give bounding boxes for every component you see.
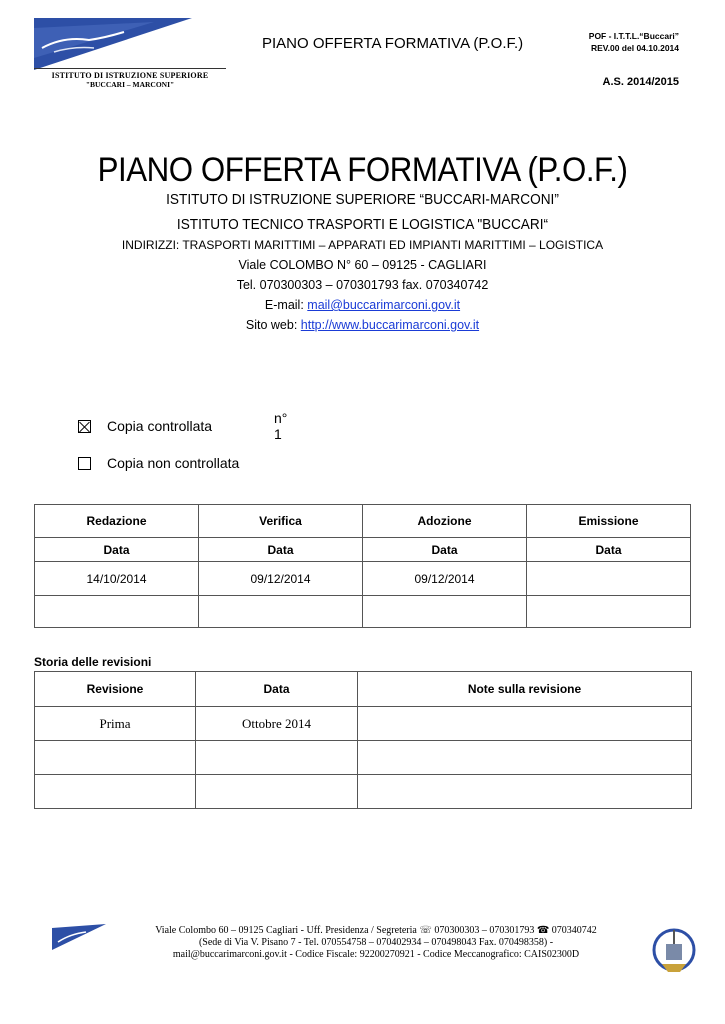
empty-cell (35, 741, 196, 775)
header-adozione: Adozione (363, 505, 527, 538)
header-doc-info (589, 30, 679, 54)
institute-name: ISTITUTO DI ISTRUZIONE SUPERIORE “BUCCARI-MARCONI” (166, 192, 559, 208)
sub-header-data: Data (199, 538, 363, 562)
controlled-checkbox[interactable] (78, 420, 91, 433)
footer-logo (52, 924, 106, 950)
phone: Tel. 070300303 – 070301793 fax. 070340742 (236, 278, 489, 292)
revision-note (358, 707, 692, 741)
copy-controlled-row (78, 410, 288, 442)
empty-cell (363, 596, 527, 628)
uncontrolled-label: Copia non controllata (107, 455, 240, 471)
header-data: Data (196, 672, 358, 707)
header-verifica: Verifica (199, 505, 363, 538)
header-redazione: Redazione (35, 505, 199, 538)
table-row (35, 707, 692, 741)
sub-header-data: Data (35, 538, 199, 562)
email-line (0, 295, 725, 315)
school-year: A.S. 2014/2015 (602, 76, 679, 88)
copy-uncontrolled-row (78, 455, 239, 471)
school-name-line2: "BUCCARI – MARCONI" (85, 80, 175, 89)
uncontrolled-checkbox[interactable] (78, 457, 91, 470)
revisions-table (34, 671, 692, 809)
empty-cell (358, 775, 692, 809)
date-adozione: 09/12/2014 (363, 562, 527, 596)
title-block (0, 150, 725, 335)
revisions-title: Storia delle revisioni (34, 655, 152, 669)
email-label: E-mail: (264, 298, 308, 312)
empty-cell (527, 596, 691, 628)
web-link[interactable]: http://www.buccarimarconi.gov.it (300, 318, 480, 332)
header-revisione: Revisione (35, 672, 196, 707)
school-name-line1: ISTITUTO DI ISTRUZIONE SUPERIORE (51, 71, 209, 80)
date-verifica: 09/12/2014 (199, 562, 363, 596)
empty-cell (196, 775, 358, 809)
school-logo (34, 18, 192, 70)
table-row (35, 741, 692, 775)
email-link[interactable]: mail@buccarimarconi.gov.it (307, 298, 461, 312)
controlled-label: Copia controllata (107, 418, 213, 434)
controlled-number: n° 1 (274, 410, 288, 442)
date-redazione: 14/10/2014 (35, 562, 199, 596)
indirizzi: INDIRIZZI: TRASPORTI MARITTIMI – APPARATI ED IMPIANTI MARITTIMI – LOGISTICA (121, 238, 604, 252)
date-emissione (527, 562, 691, 596)
header-note: Note sulla revisione (358, 672, 692, 707)
school-seal-logo (650, 920, 698, 980)
web-line (0, 315, 725, 335)
revision-date: Ottobre 2014 (196, 707, 358, 741)
empty-cell (196, 741, 358, 775)
empty-cell (35, 775, 196, 809)
revision-name: Prima (35, 707, 196, 741)
table-row (35, 775, 692, 809)
sub-header-data: Data (363, 538, 527, 562)
technical-institute: ISTITUTO TECNICO TRASPORTI E LOGISTICA "BUCCARI“ (176, 217, 549, 233)
empty-cell (358, 741, 692, 775)
doc-code: POF - I.T.T.L.“Buccari” (588, 31, 679, 41)
footer-line2: (Sede di Via V. Pisano 7 - Tel. 070554758 – 070402934 – 070498043 Fax. 070498358) - (198, 937, 554, 948)
footer-text (112, 925, 640, 961)
header-title: PIANO OFFERTA FORMATIVA (P.O.F.) (262, 35, 524, 52)
footer-line3: mail@buccarimarconi.gov.it - Codice Fiscale: 92200270921 - Codice Meccanografico: CAIS02300D (172, 949, 580, 960)
footer-line1: Viale Colombo 60 – 09125 Cagliari - Uff. Presidenza / Segreteria ☏ 070300303 – 070301793 ☎ 070340742 (155, 925, 597, 936)
approval-table (34, 504, 691, 628)
school-name-box (34, 68, 226, 89)
web-label: Sito web: (245, 318, 301, 332)
empty-cell (35, 596, 199, 628)
header-emissione: Emissione (527, 505, 691, 538)
doc-revision: REV.00 del 04.10.2014 (590, 43, 679, 53)
empty-cell (199, 596, 363, 628)
page-title: PIANO OFFERTA FORMATIVA (P.O.F.) (97, 151, 628, 189)
sub-header-data: Data (527, 538, 691, 562)
address: Viale COLOMBO N° 60 – 09125 - CAGLIARI (238, 258, 487, 272)
